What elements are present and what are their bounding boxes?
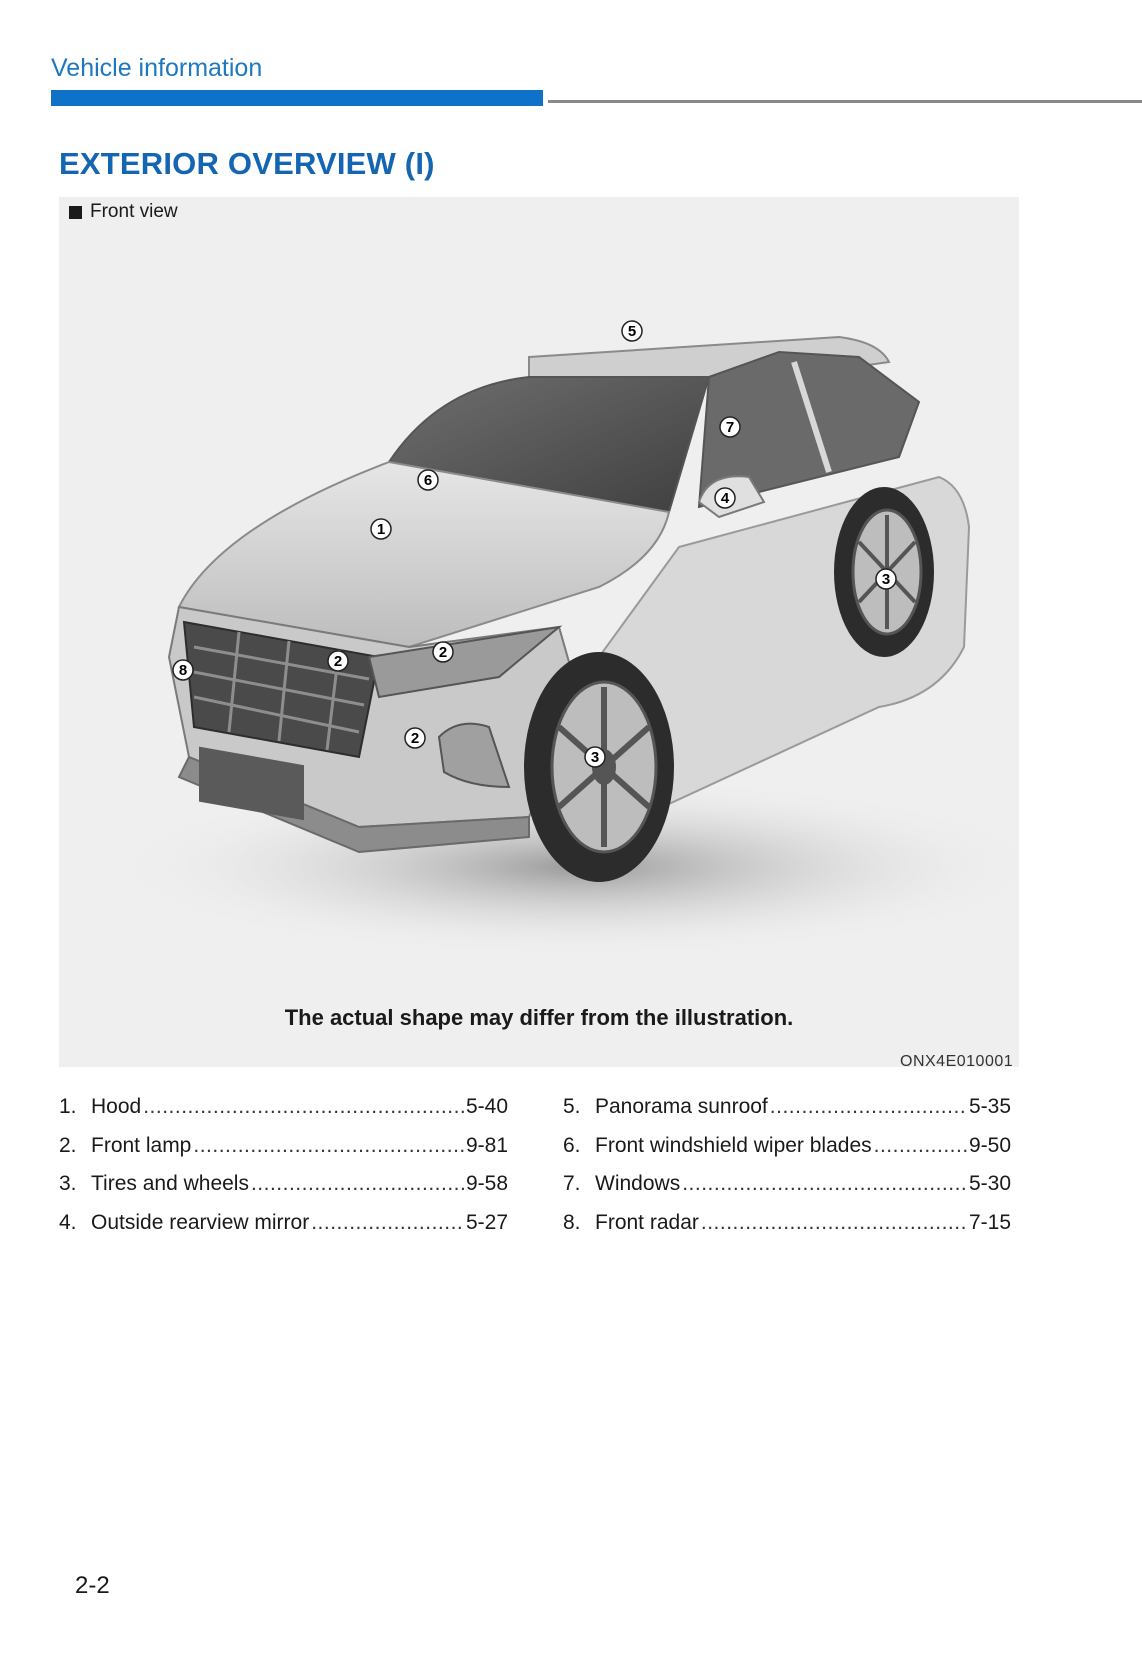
- svg-text:6: 6: [423, 472, 433, 489]
- leader-dots: [311, 1211, 464, 1235]
- figure-panel: [59, 197, 1019, 1067]
- item-number: 6.: [563, 1133, 581, 1157]
- callout-1: [371, 519, 391, 539]
- leader-dots: [251, 1172, 464, 1196]
- leader-dots: [682, 1172, 967, 1196]
- callout-4: [715, 488, 735, 508]
- item-label: Tires and wheels: [91, 1172, 249, 1195]
- item-label: Front radar: [595, 1210, 699, 1234]
- item-label: Front lamp: [91, 1133, 192, 1157]
- svg-text:2: 2: [333, 653, 343, 670]
- svg-text:5: 5: [627, 323, 637, 340]
- item-label: Panorama sunroof: [595, 1095, 768, 1118]
- callout-5: [622, 321, 642, 341]
- item-page: 5-27: [465, 1210, 508, 1234]
- callout-3b: [876, 569, 896, 589]
- list-item: [563, 1134, 1011, 1173]
- item-page: 9-50: [968, 1133, 1011, 1157]
- svg-text:7: 7: [725, 419, 735, 436]
- callout-3a: [585, 747, 605, 767]
- item-page: 9-58: [465, 1172, 508, 1195]
- svg-text:4: 4: [720, 490, 730, 507]
- front-wheel: [524, 652, 674, 882]
- svg-text:1: 1: [376, 521, 386, 538]
- leader-dots: [143, 1095, 464, 1119]
- item-page: 9-81: [465, 1133, 508, 1157]
- page-title: EXTERIOR OVERVIEW (I): [59, 146, 435, 181]
- item-page: 5-40: [465, 1095, 508, 1118]
- leader-dots: [874, 1134, 967, 1158]
- callout-8: [173, 660, 193, 680]
- item-page: 5-30: [968, 1172, 1011, 1195]
- leader-dots: [770, 1095, 967, 1119]
- item-label: Front windshield wiper blades: [595, 1133, 872, 1157]
- list-item: [59, 1134, 508, 1173]
- svg-text:2: 2: [410, 730, 420, 747]
- figure-caption: The actual shape may differ from the illustration.: [284, 1005, 794, 1030]
- item-number: 7.: [563, 1172, 581, 1195]
- callout-2c: [405, 728, 425, 748]
- item-page: 7-15: [968, 1210, 1011, 1234]
- header-rule-accent: [51, 90, 543, 106]
- item-number: 4.: [59, 1210, 77, 1234]
- header-rule: [548, 100, 1142, 103]
- svg-text:2: 2: [438, 644, 448, 661]
- list-item: [59, 1095, 508, 1134]
- item-number: 8.: [563, 1210, 581, 1234]
- page-number: 2-2: [75, 1572, 110, 1599]
- callout-2b: [433, 642, 453, 662]
- callout-7: [720, 417, 740, 437]
- section-label: Vehicle information: [51, 54, 263, 82]
- parts-list-right: [563, 1095, 1011, 1249]
- svg-text:3: 3: [881, 571, 891, 588]
- list-item: [563, 1211, 1011, 1250]
- callout-6: [418, 470, 438, 490]
- figure-label: [69, 201, 178, 223]
- item-label: Hood: [91, 1095, 142, 1118]
- list-item: [563, 1172, 1011, 1211]
- leader-dots: [701, 1211, 967, 1235]
- figure-label-text: Front view: [90, 201, 178, 222]
- leader-dots: [193, 1134, 464, 1158]
- item-page: 5-35: [968, 1095, 1011, 1118]
- item-label: Windows: [595, 1172, 681, 1195]
- svg-text:8: 8: [178, 662, 188, 679]
- item-number: 5.: [563, 1095, 581, 1118]
- callout-2a: [328, 651, 348, 671]
- vehicle-illustration: [59, 227, 1019, 997]
- item-label: Outside rearview mirror: [91, 1210, 310, 1234]
- list-item: [59, 1211, 508, 1250]
- figure-code: ONX4E010001: [900, 1053, 1014, 1070]
- parts-list-left: [59, 1095, 508, 1249]
- item-number: 2.: [59, 1133, 77, 1157]
- list-item: [563, 1095, 1011, 1134]
- item-number: 3.: [59, 1172, 77, 1195]
- svg-text:3: 3: [590, 749, 600, 766]
- item-number: 1.: [59, 1095, 77, 1118]
- list-item: [59, 1172, 508, 1211]
- square-bullet-icon: [69, 206, 82, 219]
